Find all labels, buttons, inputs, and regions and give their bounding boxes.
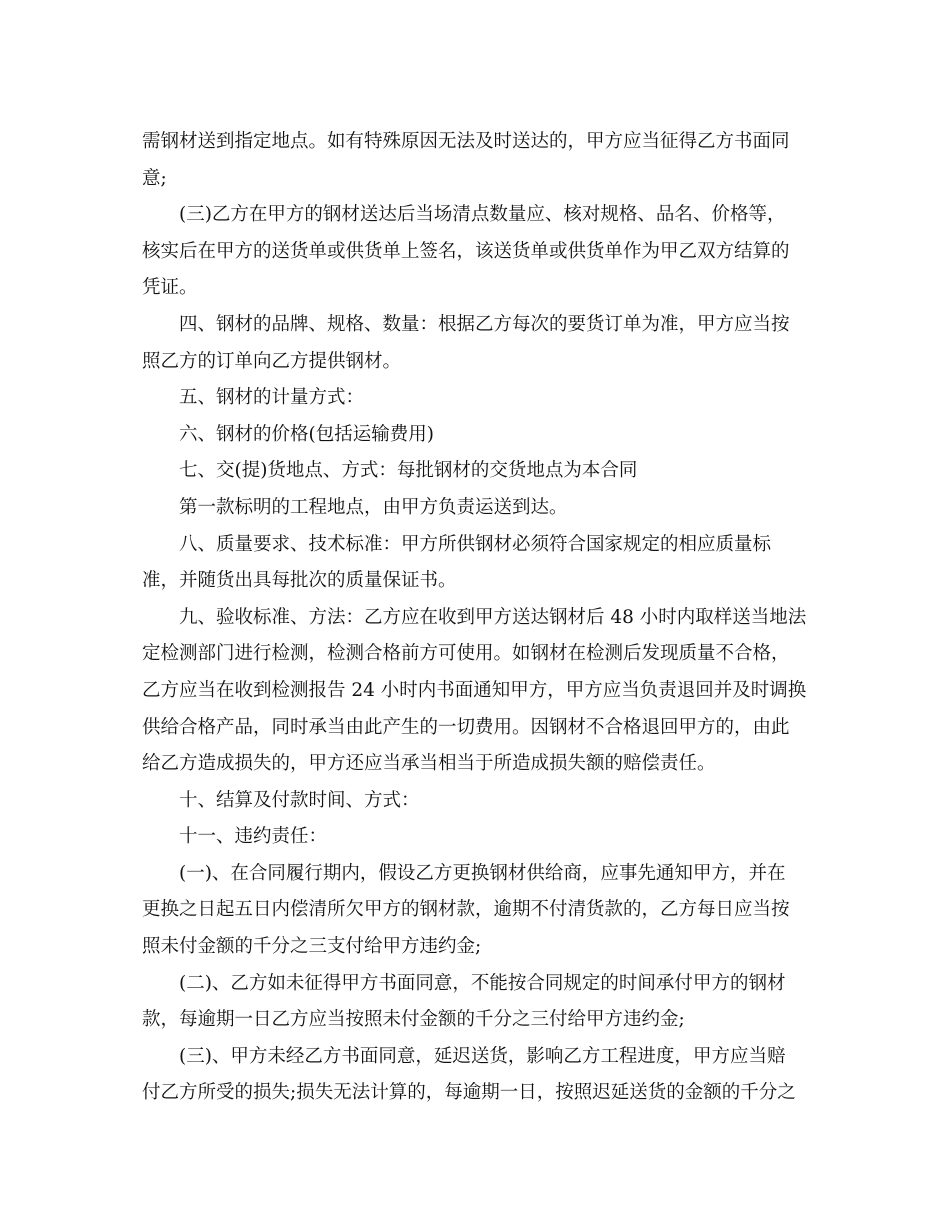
text-line: 意; <box>142 167 167 189</box>
text-line: (三)乙方在甲方的钢材送达后当场清点数量应、核对规格、品名、价格等， <box>179 204 786 226</box>
text-line: 付乙方所受的损失;损失无法计算的，每逾期一日，按照迟延送货的金额的千分之 <box>142 1082 796 1104</box>
text-line: 七、交(提)货地点、方式：每批钢材的交货地点为本合同 <box>179 460 638 482</box>
text-line: 八、质量要求、技术标准：甲方所供钢材必须符合国家规定的相应质量标 <box>179 533 772 555</box>
text-line: 定检测部门进行检测，检测合格前方可使用。如钢材在检测后发现质量不合格， <box>142 643 790 665</box>
text-line: (一)、在合同履行期内，假设乙方更换钢材供给商，应事先通知甲方，并在 <box>179 862 786 884</box>
text-line: 乙方应当在收到检测报告 24 小时内书面通知甲方，甲方应当负责退回并及时调换 <box>142 679 807 701</box>
text-line: 款，每逾期一日乙方应当按照未付金额的千分之三付给甲方违约金; <box>142 1009 685 1031</box>
text-line: 四、钢材的品牌、规格、数量：根据乙方每次的要货订单为准，甲方应当按 <box>179 313 790 335</box>
text-line: 五、钢材的计量方式： <box>179 387 365 409</box>
text-line: 给乙方造成损失的，甲方还应当承当相当于所造成损失额的赔偿责任。 <box>142 753 716 775</box>
text-line: 九、验收标准、方法：乙方应在收到甲方送达钢材后 48 小时内取样送当地法 <box>179 606 807 628</box>
text-line: 十一、违约责任： <box>179 826 328 848</box>
text-line: (三)、甲方未经乙方书面同意，延迟送货，影响乙方工程进度，甲方应当赔 <box>179 1045 786 1067</box>
text-line: 更换之日起五日内偿清所欠甲方的钢材款，逾期不付清货款的，乙方每日应当按 <box>142 899 790 921</box>
text-line: 供给合格产品，同时承当由此产生的一切费用。因钢材不合格退回甲方的，由此 <box>142 716 790 738</box>
document-body <box>142 124 822 1112</box>
text-line: 六、钢材的价格(包括运输费用) <box>179 423 434 445</box>
text-line: (二)、乙方如未征得甲方书面同意，不能按合同规定的时间承付甲方的钢材 <box>179 972 786 994</box>
text-line: 准，并随货出具每批次的质量保证书。 <box>142 570 457 592</box>
text-line: 照乙方的订单向乙方提供钢材。 <box>142 350 402 372</box>
text-line: 核实后在甲方的送货单或供货单上签名，该送货单或供货单作为甲乙双方结算的 <box>142 240 790 262</box>
text-line: 十、结算及付款时间、方式： <box>179 789 420 811</box>
text-line: 需钢材送到指定地点。如有特殊原因无法及时送达的，甲方应当征得乙方书面同 <box>142 131 790 152</box>
text-line: 凭证。 <box>142 277 198 299</box>
text-line: 第一款标明的工程地点，由甲方负责运送到达。 <box>179 496 568 518</box>
text-line: 照未付金额的千分之三支付给甲方违约金; <box>142 936 482 958</box>
